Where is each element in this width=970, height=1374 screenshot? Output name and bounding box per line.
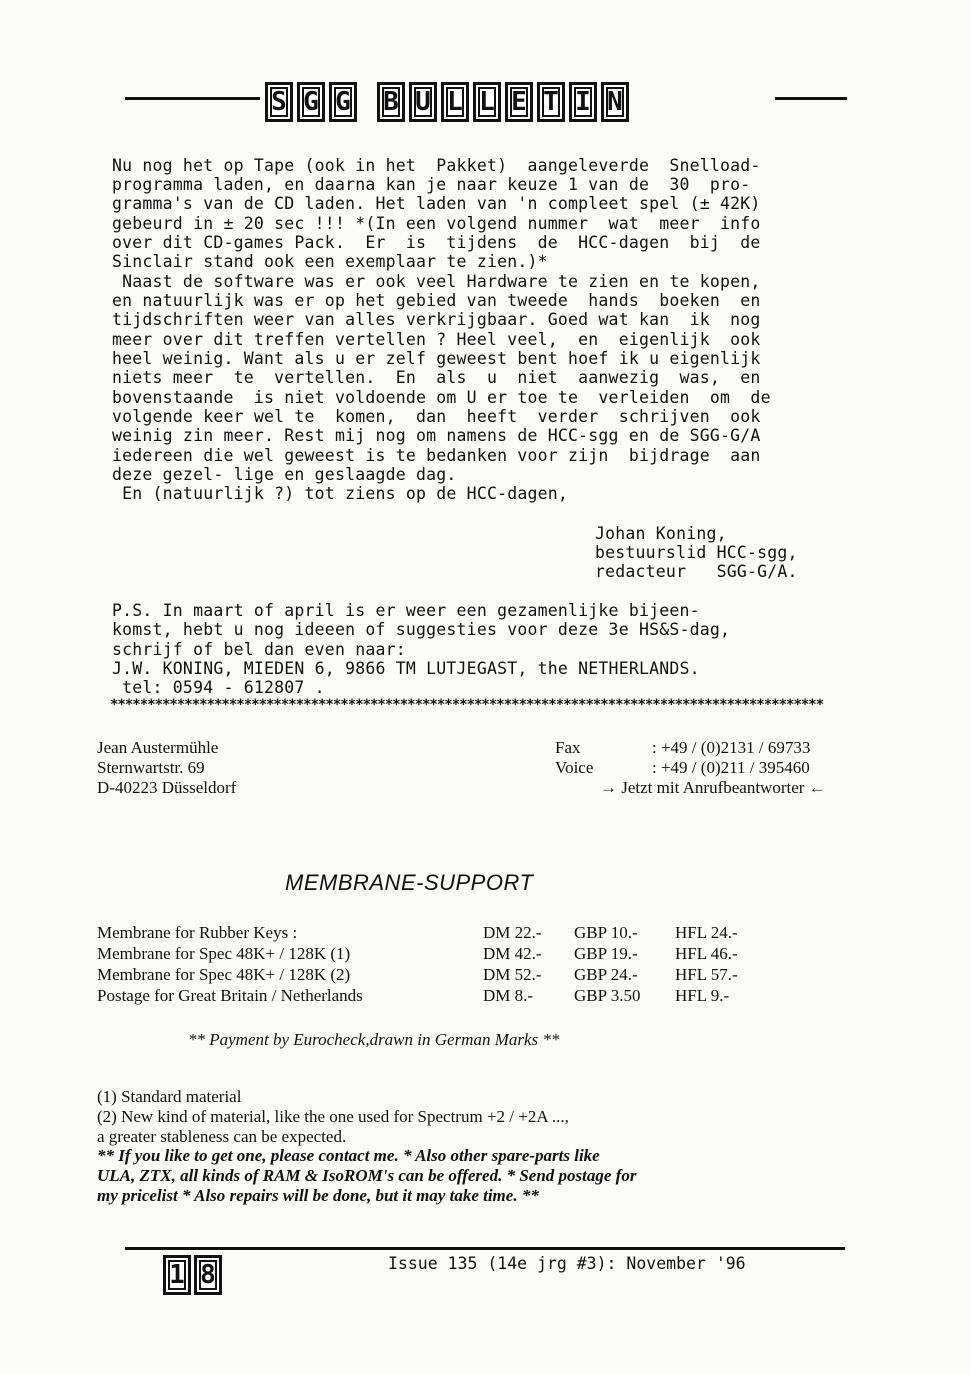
- price-gbp: GBP 19.-: [574, 944, 638, 963]
- signature-name: Johan Koning,: [595, 524, 727, 543]
- article-line: tijdschriften weer van alles verkrijgbaar. Goed wat kan ik nog: [112, 310, 761, 329]
- price-gbp: GBP 24.-: [574, 965, 638, 984]
- table-row: [97, 943, 738, 964]
- contact-city: D-40223 Düsseldorf: [97, 778, 237, 797]
- article-line: gramma's van de CD laden. Het laden van 'n compleet spel (± 42K): [112, 194, 761, 213]
- ps-line: P.S. In maart of april is er weer een gezamenlijke bijeen-: [112, 601, 700, 620]
- price-hfl: HFL 46.-: [675, 944, 738, 963]
- masthead-rule-right: [775, 97, 847, 100]
- masthead-rule-left: [125, 97, 260, 100]
- answering-machine-note: → Jetzt mit Anrufbeantworter ←: [600, 778, 826, 797]
- price-gbp: GBP 3.50: [574, 986, 641, 1005]
- ps-line: schrijf of bel dan even naar:: [112, 640, 406, 659]
- masthead-letter: B: [377, 82, 405, 122]
- voice-number: : +49 / (0)211 / 395460: [652, 758, 810, 777]
- masthead-letter: N: [601, 82, 629, 122]
- article-line: gebeurd in ± 20 sec !!! *(In een volgend nummer wat meer info: [112, 214, 761, 233]
- masthead-letter: L: [473, 82, 501, 122]
- fax-number: : +49 / (0)2131 / 69733: [652, 738, 811, 757]
- page-digit: 8: [194, 1255, 222, 1295]
- table-row: [97, 922, 738, 943]
- table-row: [97, 985, 738, 1006]
- footnote-2-cont: a greater stableness can be expected.: [97, 1127, 347, 1146]
- offer-line: ULA, ZTX, all kinds of RAM & IsoROM's can be offered. * Send postage for: [97, 1166, 637, 1185]
- price-table: [97, 922, 738, 1006]
- ps-line: tel: 0594 - 612807 .: [112, 678, 325, 697]
- ps-line: komst, hebt u nog ideeen of suggesties voor deze 3e HS&S-dag,: [112, 620, 731, 639]
- article-line: programma laden, en daarna kan je naar keuze 1 van de 30 pro-: [112, 175, 751, 194]
- price-item: Postage for Great Britain / Netherlands: [97, 986, 363, 1005]
- article-line: Sinclair stand ook een exemplaar te zien.)*: [112, 252, 548, 271]
- footnote-2: (2) New kind of material, like the one used for Spectrum +2 / +2A ...,: [97, 1107, 569, 1126]
- signature-role: redacteur SGG-G/A.: [595, 562, 798, 581]
- article-line: heel weinig. Want als u er zelf geweest bent hoef ik u eigenlijk: [112, 349, 761, 368]
- article-line: deze gezel- lige en geslaagde dag.: [112, 465, 457, 484]
- masthead-letter: I: [569, 82, 597, 122]
- masthead-letter: T: [537, 82, 565, 122]
- ps-line: J.W. KONING, MIEDEN 6, 9866 TM LUTJEGAST, the NETHERLANDS.: [112, 659, 700, 678]
- price-item: Membrane for Spec 48K+ / 128K (2): [97, 965, 351, 984]
- article-line: volgende keer wel te komen, dan heeft verder schrijven ook: [112, 407, 761, 426]
- article-line: niets meer te vertellen. En als u niet aanwezig was, en: [112, 368, 761, 387]
- masthead-letter: L: [441, 82, 469, 122]
- signature-title: bestuurslid HCC-sgg,: [595, 543, 798, 562]
- footnote-1: (1) Standard material: [97, 1087, 242, 1106]
- footer-rule: [125, 1247, 845, 1250]
- price-dm: DM 42.-: [483, 944, 542, 963]
- article-line: en natuurlijk was er op het gebied van tweede hands boeken en: [112, 291, 761, 310]
- masthead-letter: S: [265, 82, 293, 122]
- price-item: Membrane for Spec 48K+ / 128K (1): [97, 944, 351, 963]
- price-dm: DM 22.-: [483, 923, 542, 942]
- fax-label: Fax: [555, 738, 581, 757]
- price-hfl: HFL 9.-: [675, 986, 730, 1005]
- contact-street: Sternwartstr. 69: [97, 758, 205, 777]
- price-hfl: HFL 57.-: [675, 965, 738, 984]
- article-line: over dit CD-games Pack. Er is tijdens de HCC-dagen bij de: [112, 233, 761, 252]
- star-separator: ************************************************************************************************: [110, 697, 824, 713]
- article-line: Naast de software was er ook veel Hardware te zien en te kopen,: [112, 272, 761, 291]
- masthead: [125, 82, 847, 132]
- article-line: bovenstaande is niet voldoende om U er toe te verleiden om de: [112, 388, 771, 407]
- masthead-letter: G: [297, 82, 325, 122]
- price-gbp: GBP 10.-: [574, 923, 638, 942]
- masthead-spacer: [361, 82, 373, 122]
- masthead-letter: E: [505, 82, 533, 122]
- masthead-title: [265, 82, 629, 122]
- page-number: [163, 1255, 222, 1295]
- voice-label: Voice: [555, 758, 594, 777]
- page-digit: 1: [163, 1255, 191, 1295]
- price-item: Membrane for Rubber Keys :: [97, 923, 298, 942]
- article-line: Nu nog het op Tape (ook in het Pakket) aangeleverde Snelload-: [112, 156, 761, 175]
- table-row: [97, 964, 738, 985]
- price-dm: DM 8.-: [483, 986, 534, 1005]
- article-line: meer over dit treffen vertellen ? Heel veel, en eigenlijk ook: [112, 330, 761, 349]
- masthead-letter: U: [409, 82, 437, 122]
- issue-line: Issue 135 (14e jrg #3): November '96: [388, 1254, 746, 1273]
- article-line: En (natuurlijk ?) tot ziens op de HCC-dagen,: [112, 484, 569, 503]
- contact-name: Jean Austermühle: [97, 738, 219, 757]
- page-footer: [125, 1243, 845, 1293]
- article-line: weinig zin meer. Rest mij nog om namens de HCC-sgg en de SGG-G/A: [112, 426, 761, 445]
- article-line: iedereen die wel geweest is te bedanken voor zijn bijdrage aan: [112, 446, 761, 465]
- offer-line: ** If you like to get one, please contact me. * Also other spare-parts like: [97, 1146, 600, 1165]
- support-title: MEMBRANE-SUPPORT: [285, 870, 534, 895]
- price-dm: DM 52.-: [483, 965, 542, 984]
- masthead-letter: G: [329, 82, 357, 122]
- payment-note: ** Payment by Eurocheck,drawn in German Marks **: [188, 1030, 560, 1049]
- offer-line: my pricelist * Also repairs will be done, but it may take time. **: [97, 1186, 539, 1205]
- price-hfl: HFL 24.-: [675, 923, 738, 942]
